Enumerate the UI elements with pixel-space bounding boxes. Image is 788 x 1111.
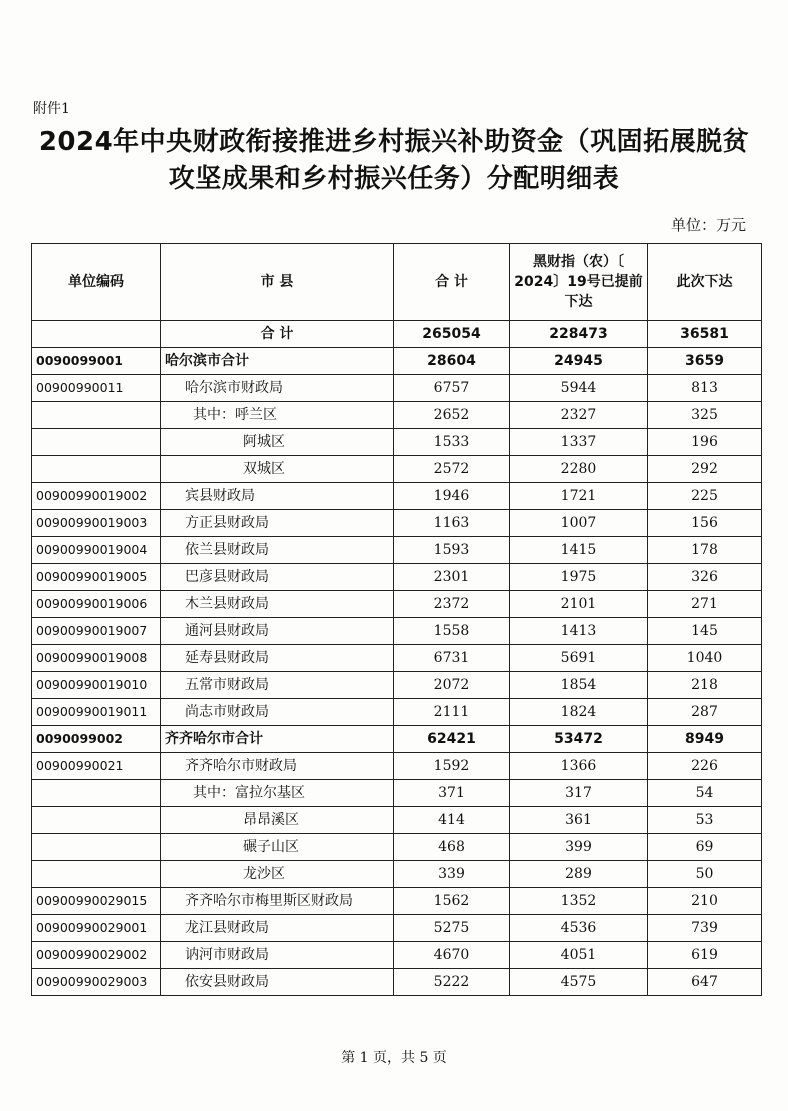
cell-name-text: 阿城区 — [243, 434, 285, 450]
cell-name-text: 通河县财政局 — [185, 623, 269, 639]
cell-name-text: 龙江县财政局 — [185, 920, 269, 936]
cell-code: 00900990029015 — [32, 888, 161, 915]
table-row — [32, 807, 762, 834]
cell-current: 210 — [648, 888, 762, 915]
cell-pre-issued: 2280 — [510, 456, 648, 483]
cell-current: 196 — [648, 429, 762, 456]
table-row — [32, 456, 762, 483]
header-name: 市 县 — [161, 244, 394, 321]
cell-current: 53 — [648, 807, 762, 834]
cell-current: 647 — [648, 969, 762, 996]
header-pre-line-2: 2024〕19号已提前 — [514, 274, 643, 290]
cell-current: 8949 — [648, 726, 762, 753]
table-row — [32, 942, 762, 969]
cell-code: 00900990011 — [32, 375, 161, 402]
cell-total: 1533 — [394, 429, 510, 456]
cell-total: 6731 — [394, 645, 510, 672]
table-row — [32, 699, 762, 726]
table-row — [32, 348, 762, 375]
cell-code: 00900990019006 — [32, 591, 161, 618]
cell-code: 00900990019002 — [32, 483, 161, 510]
cell-total: 2111 — [394, 699, 510, 726]
cell-code — [32, 807, 161, 834]
cell-name — [161, 591, 394, 618]
cell-current: 69 — [648, 834, 762, 861]
cell-current: 1040 — [648, 645, 762, 672]
cell-total: 2372 — [394, 591, 510, 618]
cell-name-text: 昂昂溪区 — [243, 812, 299, 828]
cell-name-text: 宾县财政局 — [185, 488, 255, 504]
cell-name — [161, 402, 394, 429]
table-row — [32, 429, 762, 456]
cell-current: 3659 — [648, 348, 762, 375]
cell-pre-issued: 317 — [510, 780, 648, 807]
cell-current: 50 — [648, 861, 762, 888]
cell-name — [161, 699, 394, 726]
cell-name-text: 尚志市财政局 — [185, 704, 269, 720]
cell-total: 2301 — [394, 564, 510, 591]
cell-pre-issued: 1413 — [510, 618, 648, 645]
cell-total: 4670 — [394, 942, 510, 969]
cell-current: 619 — [648, 942, 762, 969]
cell-total: 1163 — [394, 510, 510, 537]
header-current: 此次下达 — [648, 244, 762, 321]
table-row — [32, 483, 762, 510]
cell-total: 5275 — [394, 915, 510, 942]
cell-total: 1593 — [394, 537, 510, 564]
cell-current: 739 — [648, 915, 762, 942]
cell-current: 156 — [648, 510, 762, 537]
cell-name — [161, 915, 394, 942]
cell-name-text: 巴彦县财政局 — [185, 569, 269, 585]
table-row — [32, 537, 762, 564]
cell-code — [32, 834, 161, 861]
cell-name-text: 延寿县财政局 — [185, 650, 269, 666]
cell-name-text: 齐齐哈尔市财政局 — [185, 758, 297, 774]
cell-total: 6757 — [394, 375, 510, 402]
cell-name — [161, 645, 394, 672]
table-row — [32, 645, 762, 672]
cell-name-text: 齐齐哈尔市合计 — [165, 731, 263, 747]
cell-current: 178 — [648, 537, 762, 564]
cell-code — [32, 321, 161, 348]
table-row — [32, 915, 762, 942]
cell-code: 00900990029003 — [32, 969, 161, 996]
cell-name-text: 其中：富拉尔基区 — [193, 785, 305, 801]
cell-current: 145 — [648, 618, 762, 645]
cell-pre-issued: 1352 — [510, 888, 648, 915]
cell-name — [161, 942, 394, 969]
cell-pre-issued: 1366 — [510, 753, 648, 780]
cell-pre-issued: 1007 — [510, 510, 648, 537]
header-pre-issued — [510, 244, 648, 321]
cell-current: 325 — [648, 402, 762, 429]
cell-name — [161, 510, 394, 537]
cell-name — [161, 780, 394, 807]
cell-name — [161, 537, 394, 564]
cell-pre-issued: 24945 — [510, 348, 648, 375]
cell-name — [161, 456, 394, 483]
cell-current: 36581 — [648, 321, 762, 348]
header-pre-line-3: 下达 — [564, 294, 593, 310]
cell-pre-issued: 53472 — [510, 726, 648, 753]
cell-pre-issued: 4536 — [510, 915, 648, 942]
cell-code — [32, 402, 161, 429]
cell-code: 00900990019010 — [32, 672, 161, 699]
cell-name-text: 齐齐哈尔市梅里斯区财政局 — [185, 893, 353, 909]
cell-pre-issued: 1824 — [510, 699, 648, 726]
cell-name — [161, 618, 394, 645]
table-row — [32, 375, 762, 402]
cell-name-text: 方正县财政局 — [185, 515, 269, 531]
cell-name — [161, 726, 394, 753]
cell-name-text: 哈尔滨市财政局 — [185, 380, 283, 396]
table-row — [32, 591, 762, 618]
cell-total: 414 — [394, 807, 510, 834]
cell-total: 2572 — [394, 456, 510, 483]
cell-total: 5222 — [394, 969, 510, 996]
cell-name — [161, 807, 394, 834]
table-row — [32, 564, 762, 591]
cell-current: 54 — [648, 780, 762, 807]
cell-name — [161, 321, 394, 348]
cell-pre-issued: 399 — [510, 834, 648, 861]
cell-current: 225 — [648, 483, 762, 510]
header-pre-line-1: 黑财指（农）〔 — [533, 254, 624, 270]
cell-name — [161, 564, 394, 591]
table-row — [32, 321, 762, 348]
cell-name-text: 木兰县财政局 — [185, 596, 269, 612]
table-row — [32, 510, 762, 537]
cell-pre-issued: 5691 — [510, 645, 648, 672]
cell-name — [161, 834, 394, 861]
cell-pre-issued: 1975 — [510, 564, 648, 591]
table-row — [32, 861, 762, 888]
table-row — [32, 672, 762, 699]
cell-pre-issued: 5944 — [510, 375, 648, 402]
cell-name — [161, 672, 394, 699]
cell-pre-issued: 1337 — [510, 429, 648, 456]
cell-name-text: 五常市财政局 — [185, 677, 269, 693]
header-code: 单位编码 — [32, 244, 161, 321]
cell-total: 1592 — [394, 753, 510, 780]
title-line-1: 2024年中央财政衔接推进乡村振兴补助资金（巩固拓展脱贫 — [38, 127, 750, 157]
cell-total: 339 — [394, 861, 510, 888]
header-total: 合 计 — [394, 244, 510, 321]
cell-total: 1562 — [394, 888, 510, 915]
cell-name-text: 其中：呼兰区 — [193, 407, 277, 423]
table-row — [32, 969, 762, 996]
cell-current: 218 — [648, 672, 762, 699]
cell-current: 292 — [648, 456, 762, 483]
cell-pre-issued: 1721 — [510, 483, 648, 510]
cell-code: 00900990029002 — [32, 942, 161, 969]
table-row — [32, 726, 762, 753]
cell-code — [32, 456, 161, 483]
cell-total: 2652 — [394, 402, 510, 429]
cell-total: 371 — [394, 780, 510, 807]
table-row — [32, 402, 762, 429]
cell-name — [161, 753, 394, 780]
document-title — [0, 124, 788, 198]
cell-name-text: 双城区 — [243, 461, 285, 477]
cell-code: 00900990019004 — [32, 537, 161, 564]
cell-code — [32, 780, 161, 807]
cell-total: 468 — [394, 834, 510, 861]
table-row — [32, 888, 762, 915]
cell-current: 226 — [648, 753, 762, 780]
cell-name — [161, 375, 394, 402]
table-row — [32, 618, 762, 645]
table-row — [32, 753, 762, 780]
cell-pre-issued: 2327 — [510, 402, 648, 429]
cell-code: 00900990019003 — [32, 510, 161, 537]
cell-total: 28604 — [394, 348, 510, 375]
table-row — [32, 834, 762, 861]
cell-code: 00900990029001 — [32, 915, 161, 942]
cell-name — [161, 888, 394, 915]
cell-total: 62421 — [394, 726, 510, 753]
table-header-row — [32, 244, 762, 321]
cell-code: 00900990021 — [32, 753, 161, 780]
cell-code: 00900990019007 — [32, 618, 161, 645]
cell-current: 287 — [648, 699, 762, 726]
cell-code: 00900990019005 — [32, 564, 161, 591]
cell-name — [161, 861, 394, 888]
page-footer: 第 1 页，共 5 页 — [341, 1050, 447, 1066]
cell-name-text: 哈尔滨市合计 — [165, 353, 249, 369]
cell-pre-issued: 4575 — [510, 969, 648, 996]
cell-current: 813 — [648, 375, 762, 402]
table-row — [32, 780, 762, 807]
cell-total: 2072 — [394, 672, 510, 699]
cell-name — [161, 348, 394, 375]
cell-code: 00900990019008 — [32, 645, 161, 672]
cell-name-text: 合 计 — [260, 326, 294, 342]
allocation-table — [31, 243, 762, 996]
cell-code: 00900990019011 — [32, 699, 161, 726]
cell-name — [161, 969, 394, 996]
cell-pre-issued: 361 — [510, 807, 648, 834]
cell-pre-issued: 228473 — [510, 321, 648, 348]
cell-pre-issued: 1854 — [510, 672, 648, 699]
cell-current: 271 — [648, 591, 762, 618]
unit-label: 单位：万元 — [670, 216, 746, 234]
cell-total: 1558 — [394, 618, 510, 645]
title-line-2: 攻坚成果和乡村振兴任务）分配明细表 — [168, 164, 620, 194]
cell-code: 0090099002 — [32, 726, 161, 753]
cell-name-text: 龙沙区 — [243, 866, 285, 882]
cell-pre-issued: 2101 — [510, 591, 648, 618]
table-body — [32, 321, 762, 996]
cell-name-text: 碾子山区 — [243, 839, 299, 855]
cell-code — [32, 429, 161, 456]
cell-name-text: 依兰县财政局 — [185, 542, 269, 558]
cell-total: 265054 — [394, 321, 510, 348]
cell-current: 326 — [648, 564, 762, 591]
cell-code — [32, 861, 161, 888]
attachment-label: 附件1 — [33, 101, 70, 117]
cell-code: 0090099001 — [32, 348, 161, 375]
cell-name-text: 依安县财政局 — [185, 974, 269, 990]
cell-pre-issued: 1415 — [510, 537, 648, 564]
cell-name — [161, 429, 394, 456]
cell-total: 1946 — [394, 483, 510, 510]
cell-pre-issued: 4051 — [510, 942, 648, 969]
cell-pre-issued: 289 — [510, 861, 648, 888]
cell-name-text: 讷河市财政局 — [185, 947, 269, 963]
cell-name — [161, 483, 394, 510]
